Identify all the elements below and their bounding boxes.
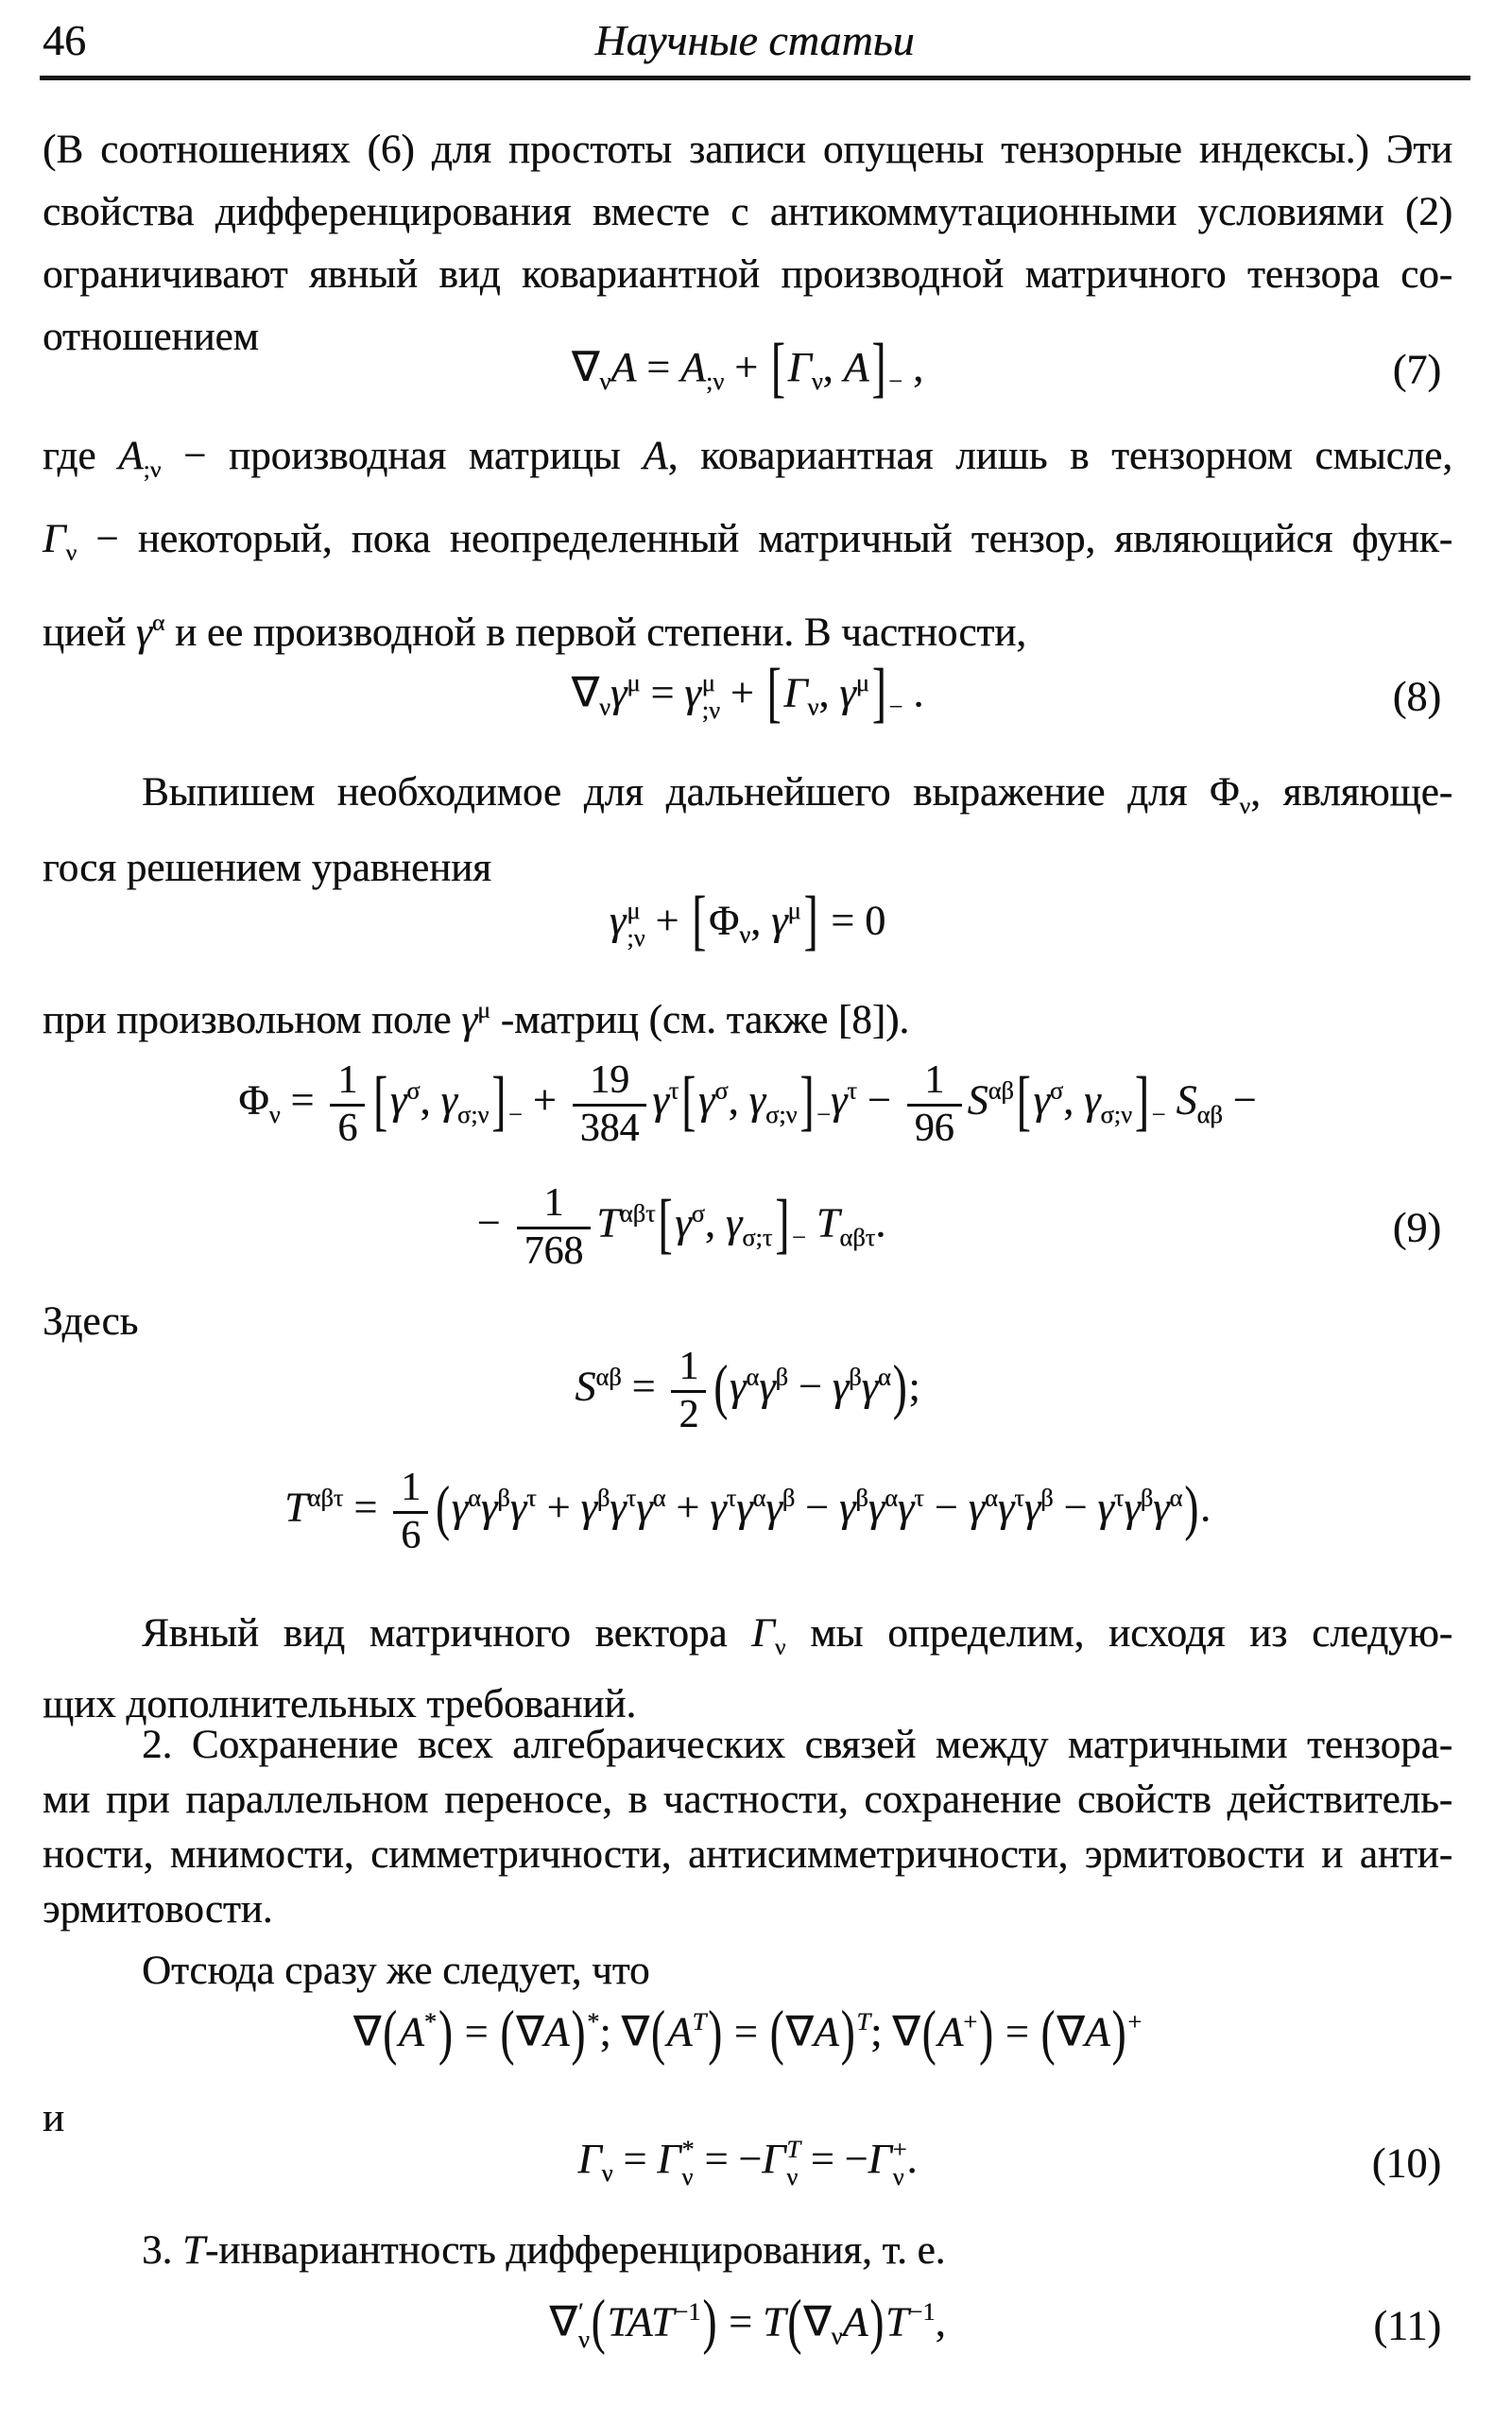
equation-11 [43,2276,1452,2376]
equation-8 [43,644,1452,748]
text-line: $\Gamma_\nu$ − некоторый, пока неопределенный матричный тензор, являющийся функ- [43,517,1452,567]
text-line: Выпишем необходимое для дальнейшего выражение для $\Phi_\nu$, являюще- [142,770,1452,820]
equation-t-tensor [43,1463,1452,1561]
paragraph-t-invariance [43,2223,1452,2279]
paragraph-where [43,421,1452,668]
page-header [43,15,1467,70]
equation-content: ∇(A*) = (∇A)*; $\nabla(A^T) = (\nabla A)^T$; ∇(A+) = (∇A)+ [352,1997,1143,2067]
equation-number: (8) [1392,673,1441,720]
text-line: при произвольном поле $\gamma^\mu$ -матриц (см. также [8]). [43,996,910,1042]
equation-content: ∇ ′ ν $(TAT^{-1}) = T(\nabla_\nu A)T^{-1}$, [549,2287,946,2357]
equation-number: (7) [1392,346,1441,393]
equation-content: $S^{\alpha\beta}$ = $\frac{1}{2}$ $(\gamma^\alpha\gamma^\beta - \gamma^\beta\gamma^\alpha)$; [575,1345,920,1436]
text-line: ми при параллельном переносе, в частности, сохранение свойств действитель- [43,1778,1452,1822]
text-line: Явный вид матричного вектора $\Gamma_\nu$ мы определим, исходя из следую- [142,1611,1452,1661]
text-line: Отсюда сразу же следует, что [142,1949,650,1993]
paragraph-yavny-vid [43,1605,1452,1733]
text-line: ности, мнимости, симметричности, антисимметричности, эрмитовости и анти- [43,1832,1452,1877]
text-line: 3. Т-инвариантность дифференцирования, т. е. [142,2228,946,2273]
paragraph-pri-proizvolnom [43,979,1452,1052]
equation-content: $\nabla_\nu A = A_{;\nu} + [\Gamma_\nu$, A] $_-$ , [571,329,924,405]
equation-content: − $\frac{1}{768}$ $T^{\alpha\beta\tau}[\gamma^\sigma$, $\gamma_{\sigma;\tau}$] $_-$ $T_{\alpha\beta\tau}$. [476,1181,886,1273]
text-line: ограничивают явный вид ковариантной производной матричного тензора со- [43,252,1452,297]
equation-7 [43,329,1452,410]
equation-number: (11) [1373,2302,1441,2349]
equation-9-line-2 [43,1177,1452,1278]
page-number: 46 [43,16,86,64]
equation-9-line-1 [43,1055,1452,1155]
text-line: 2. Сохранение всех алгебраических связей между матричными тензора- [142,1723,1452,1767]
equation-number: (10) [1371,2139,1441,2187]
text-line: эрмитовости. [43,1887,273,1932]
text-line: цией $\gamma^\alpha$ и ее производной в первой степени. В частности, [43,609,1026,656]
paragraph-sohranenie [43,1718,1452,1937]
equation-phi-condition [43,877,1452,971]
equation-content: $\Phi_\nu$ = $\frac{1}{6}$ [$\gamma^\sigma$, $\gamma_{\sigma;\nu}$] $_-$ + $\frac{19}{384}$ $\gamma^\tau[\gamma^\sigma$, $\gamma_{\sigma;\nu}$] $_-\gamma^\tau$ − $\frac{1}{96}$ $S^{\alpha\beta}[\gamma^\sigma$, $\gamma_{\sigma;\nu}$] $_-$ $S_{\alpha\beta}$ − [238,1058,1257,1150]
equation-conjugation [43,1983,1452,2081]
text-line: щих дополнительных требований. [43,1682,637,1727]
text-line: (В соотношениях (6) для простоты записи опущены тензорные индексы.) Эти [43,128,1452,172]
header-rule [40,76,1470,80]
equation-content: $\Gamma_\nu = \Gamma$ * ν = −Γ T ν = −Γ + ν . [577,2134,918,2191]
text-line: гося решением уравнения [43,846,491,891]
equation-s-tensor [43,1342,1452,1440]
text-line: где $A_{;\nu}$ − производная матрицы A, ковариантная лишь в тензорном смысле, [43,434,1452,484]
header-title: Научные статьи [594,16,915,64]
equation-content: $\nabla_\nu\gamma^\mu = \gamma$ μ ;ν + [$\Gamma_\nu$, $\gamma^\mu$] $_-$ . [571,655,924,730]
text-line: отношением [43,315,259,359]
equation-number: (9) [1392,1204,1441,1251]
equation-content: γ μ ;ν + [$\Phi_\nu$, $\gamma^\mu] = 0$ [609,883,886,958]
equation-10 [43,2122,1452,2204]
text-line: свойства дифференцирования вместе с антикоммутационными условиями (2) [43,190,1452,234]
text-line: Здесь [43,1299,139,1344]
text-line: и [43,2096,65,2140]
equation-content: $T^{\alpha\beta\tau}$ = $\frac{1}{6}$ $(\gamma^\alpha\gamma^\beta\gamma^\tau + \gamma^\beta\gamma^\tau\gamma^\alpha + \gamma^\tau\gamma^\alpha\gamma^\beta - \gamma^\beta\gamma^\alpha\gamma^\tau - \gamma^\alpha\gamma^\tau\gamma^\beta - \gamma^\tau\gamma^\beta\gamma^\alpha)$. [284,1466,1211,1557]
